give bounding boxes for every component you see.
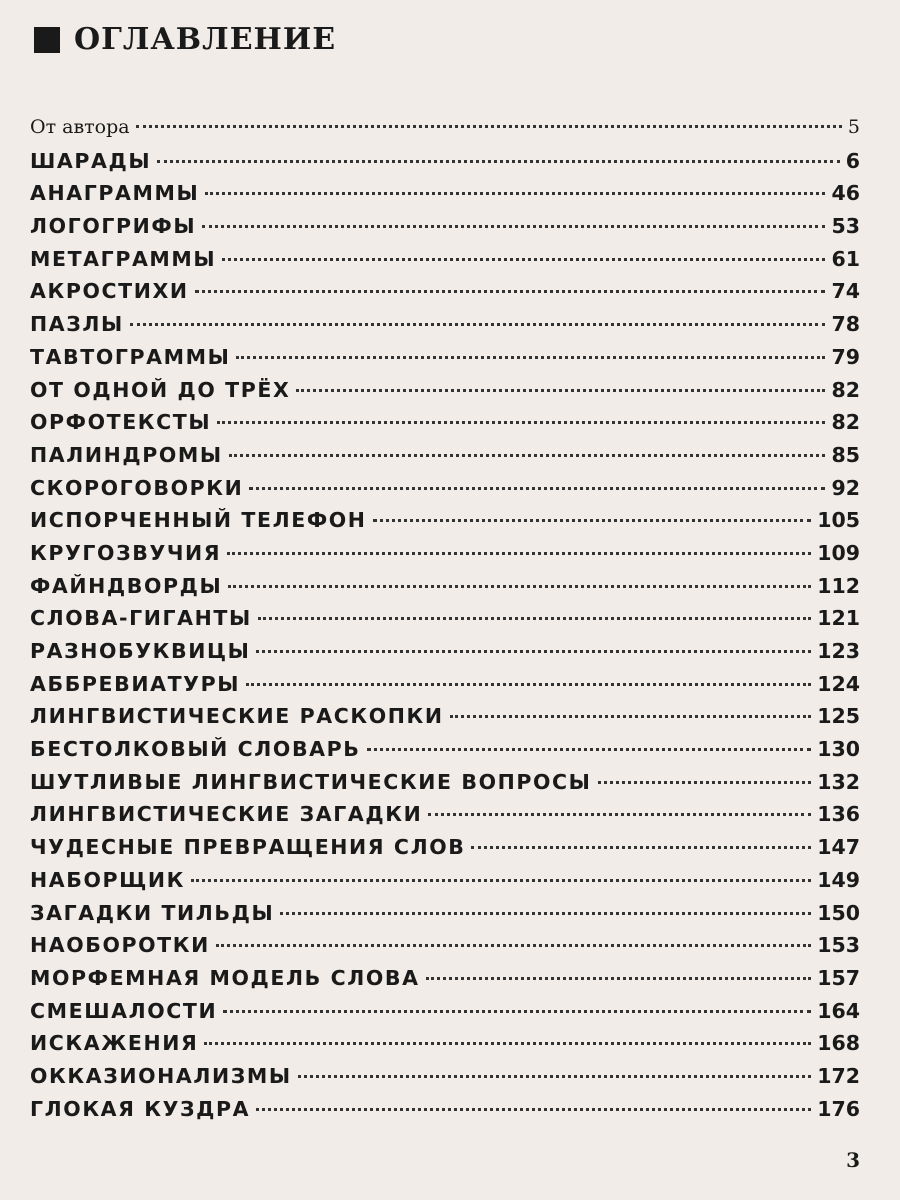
toc-entry[interactable] <box>30 1031 860 1064</box>
toc-entry-page: 147 <box>817 835 860 860</box>
dot-leader <box>249 487 825 490</box>
toc-entry-page: 168 <box>817 1031 860 1056</box>
toc-entry-title: ЛОГОГРИФЫ <box>30 214 197 239</box>
toc-entry-page: 136 <box>817 802 860 827</box>
toc-entry[interactable] <box>30 541 860 574</box>
toc-entry[interactable] <box>30 704 860 737</box>
toc-heading <box>34 22 336 57</box>
dot-leader <box>367 748 812 751</box>
toc-entry[interactable] <box>30 116 860 149</box>
toc-entry[interactable] <box>30 802 860 835</box>
toc-entry-page: 172 <box>817 1063 860 1088</box>
toc-entry[interactable] <box>30 443 860 476</box>
toc-entry-title: ЛИНГВИСТИЧЕСКИЕ РАСКОПКИ <box>30 704 444 729</box>
dot-leader <box>205 192 825 195</box>
toc-entry-page: 149 <box>817 867 860 892</box>
dot-leader <box>450 715 812 718</box>
toc-entry-page: 53 <box>831 214 860 239</box>
toc-entry[interactable] <box>30 737 860 770</box>
toc-entry-title: НАБОРЩИК <box>30 867 185 892</box>
toc-entry-page: 5 <box>847 116 860 138</box>
toc-entry-title: СКОРОГОВОРКИ <box>30 475 244 500</box>
toc-entry[interactable] <box>30 999 860 1032</box>
toc-entry[interactable] <box>30 279 860 312</box>
toc-entry-page: 132 <box>817 769 860 794</box>
toc-entry-title: СМЕШАЛОСТИ <box>30 998 218 1023</box>
toc-entry-page: 79 <box>831 344 860 369</box>
toc-entry-page: 125 <box>817 704 860 729</box>
toc-entry[interactable] <box>30 247 860 280</box>
toc-entry-page: 130 <box>817 737 860 762</box>
dot-leader <box>227 552 811 555</box>
page-number: 3 <box>846 1148 860 1172</box>
toc-entry[interactable] <box>30 868 860 901</box>
toc-entry[interactable] <box>30 181 860 214</box>
toc-entry-page: 74 <box>831 279 860 304</box>
toc-entry[interactable] <box>30 639 860 672</box>
toc-entry-title: ПАЗЛЫ <box>30 312 124 337</box>
toc-entry-page: 46 <box>831 181 860 206</box>
toc-entry-page: 78 <box>831 312 860 337</box>
toc-entry-title: ФАЙНДВОРДЫ <box>30 573 223 598</box>
toc-entry-title: ЧУДЕСНЫЕ ПРЕВРАЩЕНИЯ СЛОВ <box>30 835 466 860</box>
dot-leader <box>216 944 811 947</box>
dot-leader <box>157 160 840 163</box>
dot-leader <box>191 879 811 882</box>
dot-leader <box>204 1042 811 1045</box>
dot-leader <box>373 519 812 522</box>
toc-entry-title: ОРФОТЕКСТЫ <box>30 410 212 435</box>
dot-leader <box>598 781 812 784</box>
toc-entry[interactable] <box>30 1064 860 1097</box>
toc-entry[interactable] <box>30 214 860 247</box>
toc-entry[interactable] <box>30 770 860 803</box>
dot-leader <box>256 650 811 653</box>
toc-entry-page: 123 <box>817 639 860 663</box>
dot-leader <box>229 454 826 457</box>
toc-entry-page: 105 <box>817 508 860 533</box>
dot-leader <box>217 421 825 424</box>
toc-entry[interactable] <box>30 410 860 443</box>
toc-entry[interactable] <box>30 574 860 607</box>
toc-entry-title: РАЗНОБУКВИЦЫ <box>30 639 251 663</box>
toc-entry-title: ИСКАЖЕНИЯ <box>30 1031 199 1056</box>
dot-leader <box>258 617 811 620</box>
dot-leader <box>280 912 811 915</box>
toc-entry[interactable] <box>30 476 860 509</box>
toc-entry-title: ИСПОРЧЕННЫЙ ТЕЛЕФОН <box>30 508 367 533</box>
table-of-contents <box>30 116 860 1129</box>
toc-entry[interactable] <box>30 508 860 541</box>
toc-entry-title: НАОБОРОТКИ <box>30 933 210 958</box>
toc-entry[interactable] <box>30 933 860 966</box>
toc-entry-page: 109 <box>817 540 860 565</box>
toc-entry-title: ОТ ОДНОЙ ДО ТРЁХ <box>30 377 291 402</box>
dot-leader <box>256 1108 811 1111</box>
toc-entry-page: 82 <box>831 377 860 402</box>
toc-entry-page: 153 <box>817 933 860 958</box>
toc-entry-title: ЛИНГВИСТИЧЕСКИЕ ЗАГАДКИ <box>30 802 423 827</box>
toc-entry-title: КРУГОЗВУЧИЯ <box>30 540 222 565</box>
heading-square-bullet-icon <box>34 27 60 53</box>
toc-entry[interactable] <box>30 672 860 705</box>
dot-leader <box>222 258 825 261</box>
toc-entry[interactable] <box>30 1097 860 1130</box>
toc-entry-page: 112 <box>817 573 860 598</box>
toc-entry[interactable] <box>30 835 860 868</box>
toc-entry-title: ШАРАДЫ <box>30 148 152 173</box>
dot-leader <box>223 1010 811 1013</box>
dot-leader <box>136 125 842 128</box>
toc-entry-title: ПАЛИНДРОМЫ <box>30 442 223 467</box>
toc-entry-page: 176 <box>817 1096 860 1121</box>
toc-entry-page: 92 <box>831 475 860 500</box>
toc-entry-title: От автора <box>30 116 130 138</box>
toc-entry-title: ТАВТОГРАММЫ <box>30 344 231 369</box>
toc-entry-page: 164 <box>817 998 860 1023</box>
toc-entry-title: МЕТАГРАММЫ <box>30 246 217 271</box>
dot-leader <box>195 290 826 293</box>
toc-entry-page: 124 <box>817 671 860 696</box>
dot-leader <box>246 683 811 686</box>
dot-leader <box>298 1075 811 1078</box>
toc-entry-title: ГЛОКАЯ КУЗДРА <box>30 1096 251 1121</box>
toc-entry-title: СЛОВА-ГИГАНТЫ <box>30 606 252 631</box>
toc-entry[interactable] <box>30 606 860 639</box>
toc-entry-page: 82 <box>831 410 860 435</box>
toc-entry[interactable] <box>30 966 860 999</box>
toc-entry-title: АКРОСТИХИ <box>30 279 189 304</box>
toc-entry[interactable] <box>30 345 860 378</box>
toc-entry-page: 85 <box>831 442 860 467</box>
toc-entry-title: АНАГРАММЫ <box>30 181 200 206</box>
dot-leader <box>296 389 825 392</box>
toc-entry-page: 121 <box>817 606 860 631</box>
toc-entry-page: 150 <box>817 900 860 925</box>
toc-entry[interactable] <box>30 901 860 934</box>
toc-entry-title: БЕСТОЛКОВЫЙ СЛОВАРЬ <box>30 737 361 762</box>
toc-entry-title: ЗАГАДКИ ТИЛЬДЫ <box>30 900 275 925</box>
dot-leader <box>471 846 811 849</box>
toc-entry-title: ШУТЛИВЫЕ ЛИНГВИСТИЧЕСКИЕ ВОПРОСЫ <box>30 769 592 794</box>
toc-entry-page: 157 <box>817 965 860 990</box>
dot-leader <box>236 356 825 359</box>
page-title: ОГЛАВЛЕНИЕ <box>74 22 337 57</box>
toc-entry[interactable] <box>30 149 860 182</box>
dot-leader <box>130 323 826 326</box>
toc-entry-page: 61 <box>831 246 860 271</box>
toc-entry[interactable] <box>30 312 860 345</box>
dot-leader <box>202 225 825 228</box>
dot-leader <box>228 585 811 588</box>
toc-entry-page: 6 <box>845 148 860 173</box>
dot-leader <box>426 977 812 980</box>
toc-entry-title: АББРЕВИАТУРЫ <box>30 671 241 696</box>
toc-entry-title: МОРФЕМНАЯ МОДЕЛЬ СЛОВА <box>30 965 420 990</box>
toc-entry[interactable] <box>30 378 860 411</box>
toc-entry-title: ОККАЗИОНАЛИЗМЫ <box>30 1063 292 1088</box>
dot-leader <box>428 813 811 816</box>
